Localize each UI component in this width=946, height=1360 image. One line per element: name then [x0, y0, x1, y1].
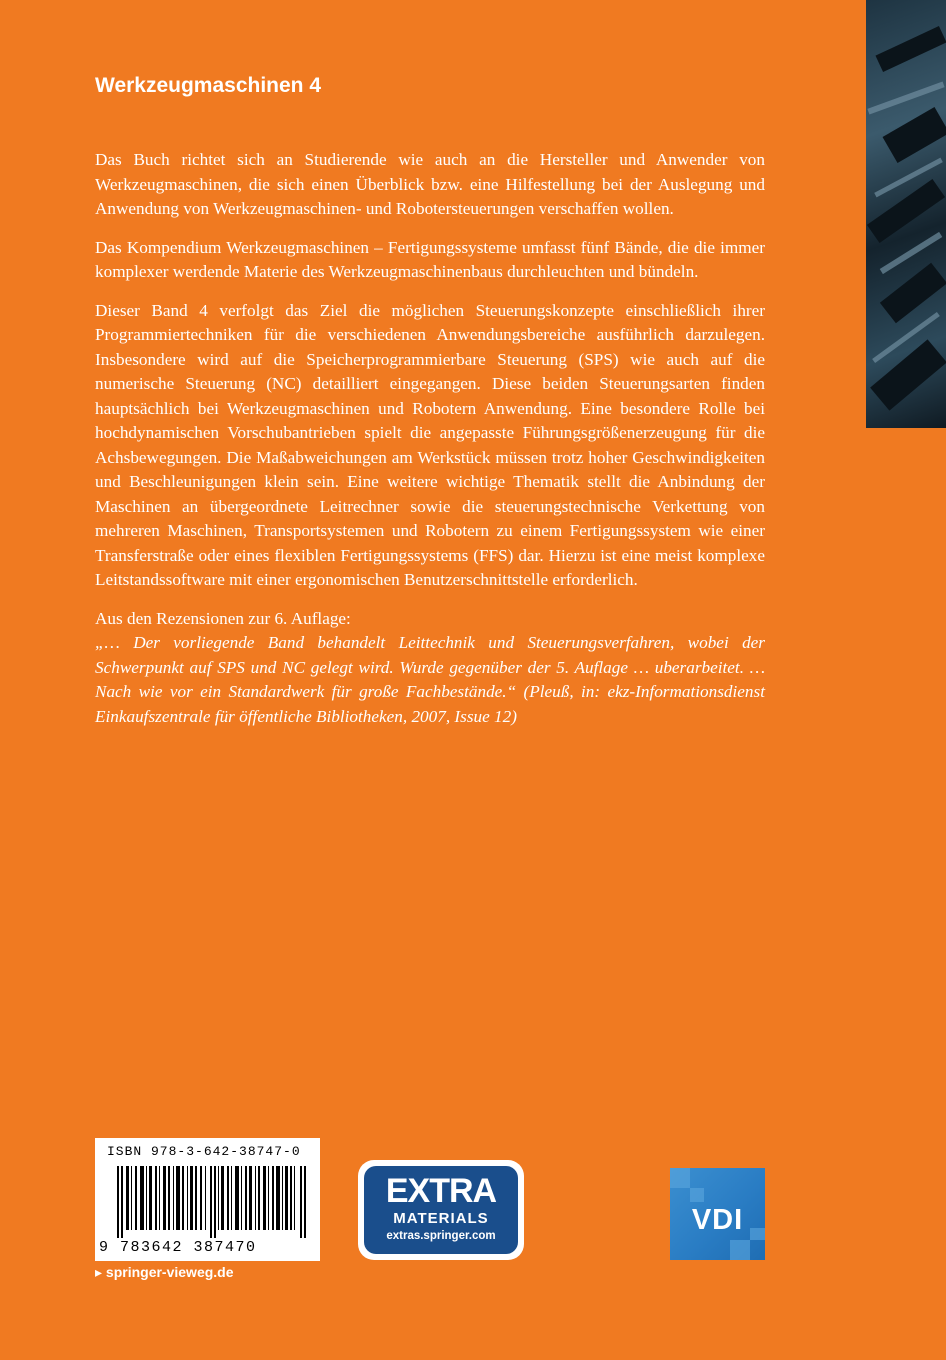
barcode-bars — [117, 1166, 307, 1238]
blurb-content — [95, 148, 765, 729]
extra-materials-badge[interactable] — [358, 1160, 524, 1260]
cover-art-image — [866, 0, 946, 428]
paragraph-compendium: Das Kompendium Werkzeugmaschinen – Fertigungssysteme umfasst fünf Bände, die die immer komplexer werdende Materie des Werkzeugmaschinenbaus durchleuchten und bündeln. — [95, 237, 765, 281]
review-label: Aus den Rezensionen zur 6. Auflage: — [95, 608, 351, 628]
extra-materials-inner — [364, 1166, 518, 1254]
paragraph-volume-description: Dieser Band 4 verfolgt das Ziel die möglichen Steuerungskonzepte einschließlich ihrer Programmiertechniken für die verschiedenen Anwendungsbereiche ausführlich darzulegen. Insbesondere wird auf die Speicherprogrammierbare Steuerung (SPS) wie auch auf die numerische Steuerung (NC) detailliert eingegangen. Diese beiden Steuerungsarten finden hauptsächlich bei Werkzeugmaschinen und Robotern Anwendung. Eine besondere Rolle bei hochdynamischen Vorschubantrieben spielt die angepasste Führungsgrößenerzeugung für die Achsbewegungen. Die Maßabweichungen am Werkstück müssen trotz hoher Geschwindigkeiten und Beschleunigungen klein sein. Eine weitere wichtige Thematik stellt die Anbindung der Maschinen an übergeordnete Leitrechner sowie die steuerungstechnische Verkettung von mehreren Maschinen, Transportsystemen und Robotern zu einem Fertigungssystem wie einer Transferstraße oder eines flexiblen Fertigungssystems (FFS) dar. Hierzu ist eine meist komplexe Leitstandssoftware mit einer ergonomischen Benutzerschnittstelle erforderlich. — [95, 300, 765, 589]
book-title: Werkzeugmaschinen 4 — [95, 74, 322, 97]
extras-url: extras.springer.com — [386, 1230, 496, 1242]
review-quote: „… Der vorliegende Band behandelt Leittechnik und Steuerungsverfahren, wobei der Schwerpunkt auf SPS und NC gelegt wird. Wurde gegenüber der 5. Auflage … uberarbeitet. … Nach wie vor ein Standardwerk für große Fachbestände.“ (Pleuß, in: ekz-Informationsdienst Einkaufszentrale für öffentliche Bibliotheken, 2007, Issue 12) — [95, 633, 765, 726]
publisher-link[interactable] — [95, 1264, 234, 1281]
isbn-label: ISBN 978-3-642-38747-0 — [107, 1144, 301, 1159]
triangle-right-icon: ▸ — [95, 1264, 103, 1280]
paragraph-audience: Das Buch richtet sich an Studierende wie auch an die Hersteller und Anwender von Werkzeugmaschinen, die sich einen Überblick bzw. eine Hilfestellung bei der Auslegung und Anwendung von Werkzeugmaschinen- und Robotersteuerungen verschaffen wollen. — [95, 150, 765, 218]
ean-digits: 9 783642 387470 — [99, 1239, 257, 1256]
materials-label: MATERIALS — [393, 1210, 489, 1227]
vdi-logo — [670, 1168, 765, 1260]
extra-label: EXTRA — [385, 1172, 497, 1210]
vdi-text: VDI — [691, 1204, 744, 1236]
isbn-barcode — [95, 1138, 320, 1261]
publisher-url: springer-vieweg.de — [105, 1264, 234, 1280]
